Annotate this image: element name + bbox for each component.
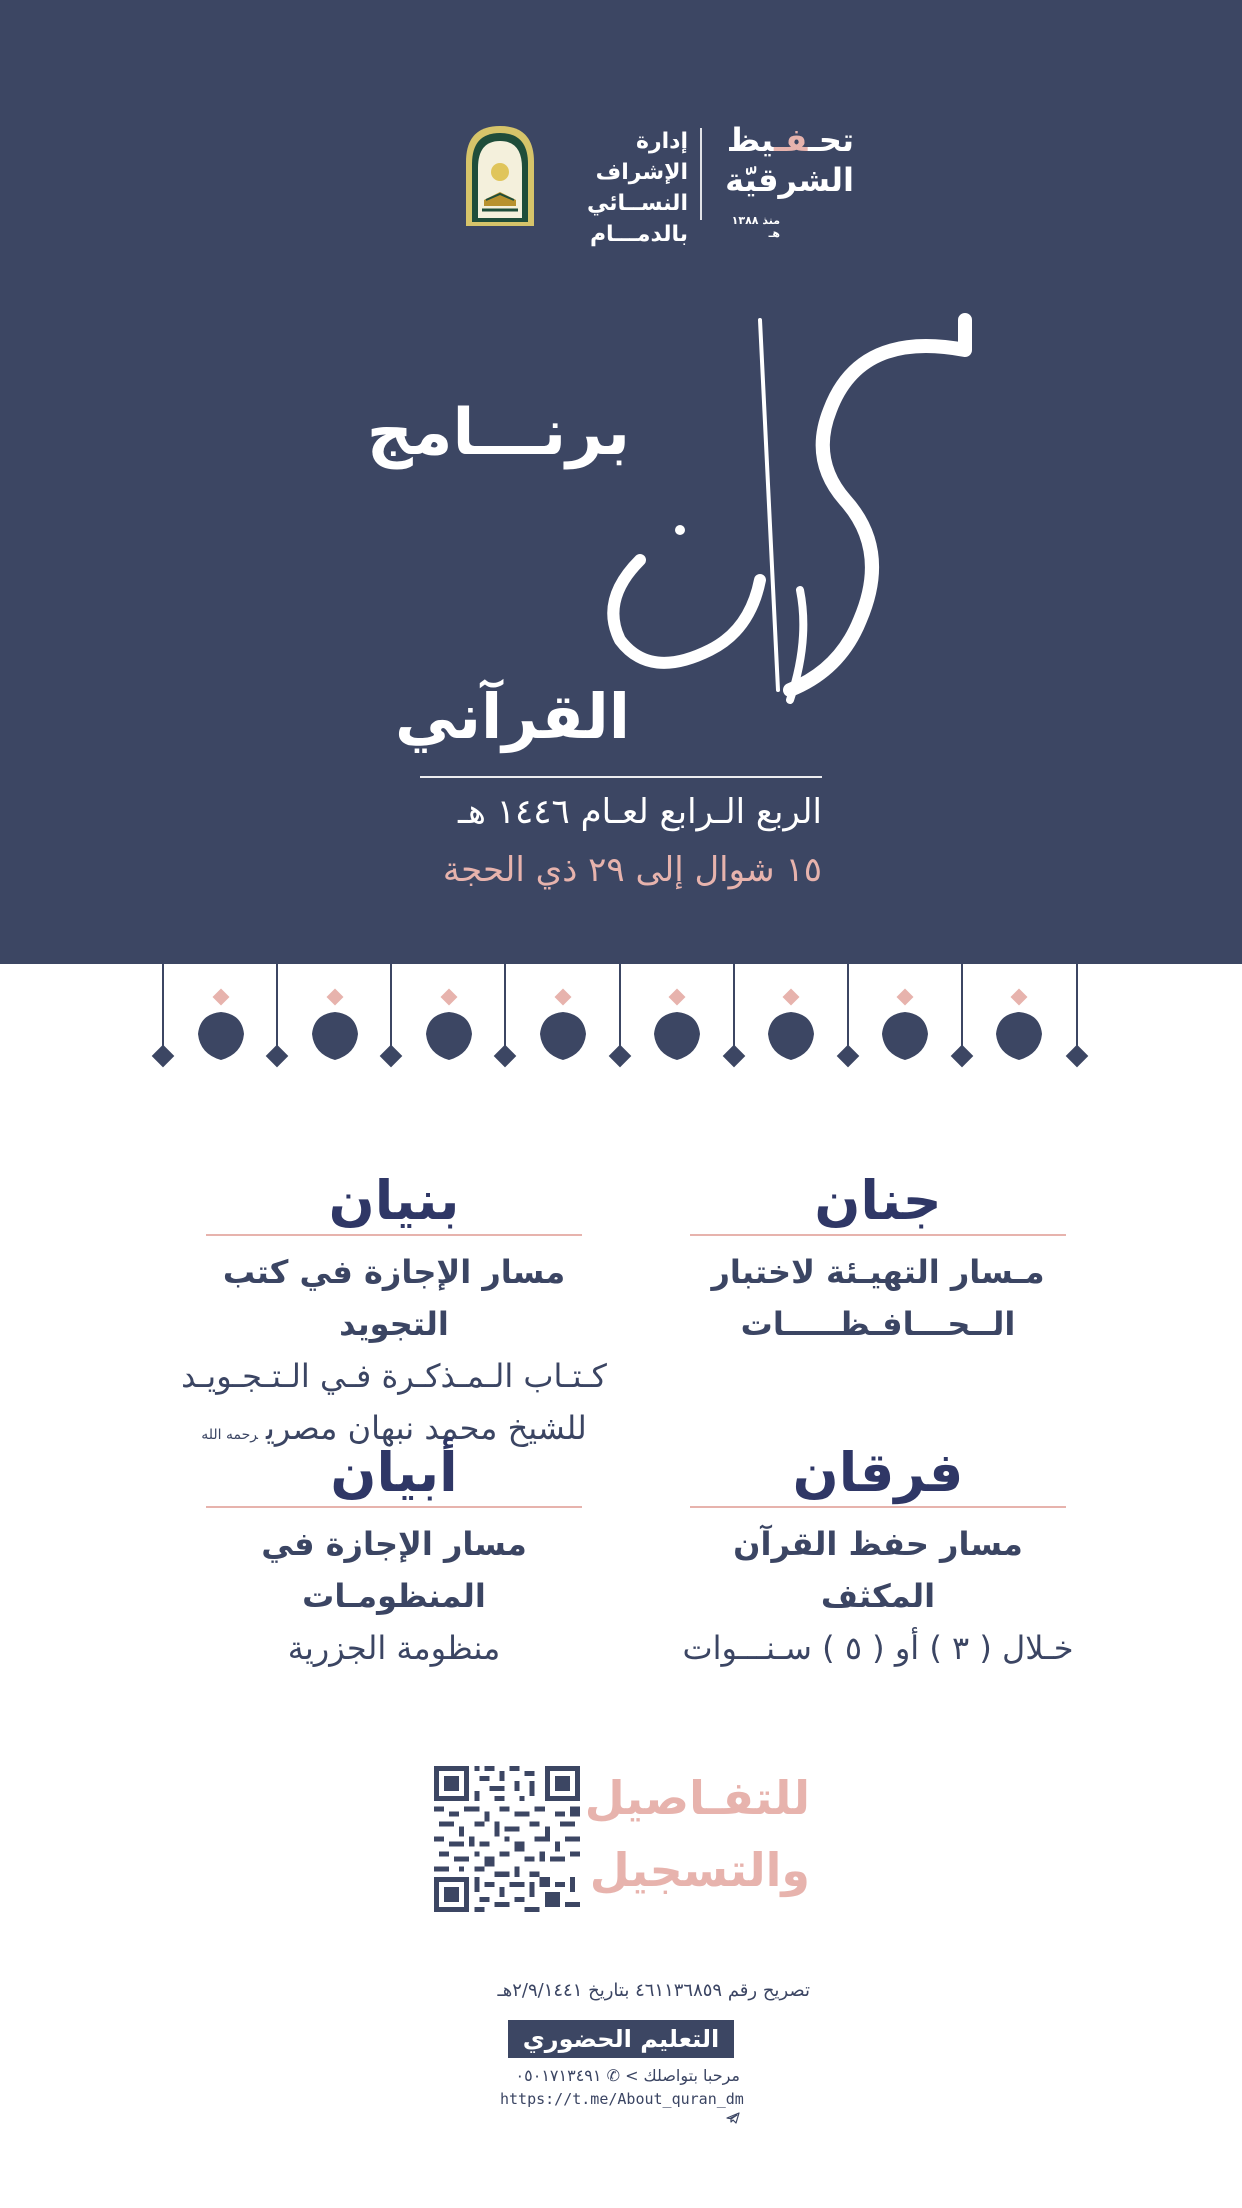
track-title: بنيان — [328, 1169, 460, 1232]
org-name — [548, 126, 688, 250]
details-registration — [584, 1762, 810, 1906]
brand-line-1 — [714, 120, 854, 160]
program-quarter: الربع الـرابع لعـام ١٤٤٦ هـ — [458, 792, 822, 832]
brand-text: تحـ — [807, 121, 854, 159]
honorific: رحمه الله — [201, 1427, 258, 1443]
registration-line: والتسجيل — [589, 1843, 810, 1897]
track-bunyan — [164, 1168, 624, 1461]
track-divider — [690, 1234, 1066, 1236]
kayan-word — [0, 0, 1, 1]
program-dates: ١٥ شوال إلى ٢٩ ذي الحجة — [442, 850, 822, 890]
track-divider — [206, 1506, 582, 1508]
telegram-icon — [726, 2111, 740, 2125]
track-divider — [206, 1234, 582, 1236]
org-name-line: بالدمـــام — [589, 222, 688, 247]
track-title: جنان — [814, 1169, 942, 1232]
track-title: أبيان — [330, 1441, 458, 1504]
track-detail-text: للشيخ محمد نبهان مصري — [265, 1409, 587, 1447]
quranic-word: القرآني — [395, 680, 630, 753]
brand-since: منذ ١٣٨٨ هـ — [731, 214, 780, 240]
hero-banner — [0, 0, 1242, 964]
brand-logo — [714, 120, 854, 200]
header-logos — [0, 118, 1242, 247]
kayan-calligraphy — [560, 290, 980, 730]
logo-divider — [700, 128, 702, 220]
brand-accent-text: فـ — [774, 121, 808, 159]
permit-number: تصريح رقم ٤٦١١٣٦٨٥٩ بتاريخ ٢/٩/١٤٤١هـ — [497, 1980, 810, 2001]
track-detail: كـتـاب الـمـذكـرة فـي الـتـجـويـد — [181, 1357, 607, 1395]
mode-badge: التعليم الحضوري — [508, 2020, 734, 2058]
telegram-url[interactable]: https://t.me/About_quran_dm — [500, 2090, 744, 2108]
track-jinan — [680, 1168, 1076, 1350]
org-name-line: النســائي — [587, 191, 688, 216]
track-furqan — [680, 1440, 1076, 1674]
contact-line[interactable]: مرحبا بتواصلك > ✆ ٠٥٠١٧١٣٤٩١ — [515, 2066, 740, 2085]
track-subtitle: مسار الإجازة في كتب التجويد — [222, 1253, 566, 1343]
track-abyan — [164, 1440, 624, 1674]
track-subtitle: مسار الإجازة في المنظومـات — [261, 1525, 527, 1615]
brand-text: يظ — [726, 121, 775, 159]
hero-divider — [420, 776, 822, 778]
mosque-quran-emblem-icon — [462, 122, 538, 228]
track-subtitle: مـسار التهيـئة لاختبار — [711, 1253, 1045, 1291]
org-name-line: إدارة الإشراف — [595, 129, 688, 185]
hanging-ornaments — [0, 964, 1242, 1074]
brand-line-2: الشرقيّة — [725, 161, 854, 199]
track-detail: منظومة الجزرية — [287, 1629, 501, 1667]
qr-code-icon[interactable] — [434, 1766, 580, 1912]
track-subtitle: الــحـــافـظـــــات — [740, 1305, 1016, 1343]
track-divider — [690, 1506, 1066, 1508]
track-title: فرقان — [792, 1441, 964, 1504]
details-line: للتفـاصيل — [584, 1771, 810, 1825]
telegram-link[interactable] — [500, 2090, 744, 2126]
program-word: برنـــامج — [366, 396, 630, 470]
track-detail: خـلال ( ٣ ) أو ( ٥ ) سـنـــوات — [682, 1629, 1074, 1667]
track-subtitle: مسار حفظ القرآن المكثف — [733, 1525, 1023, 1615]
